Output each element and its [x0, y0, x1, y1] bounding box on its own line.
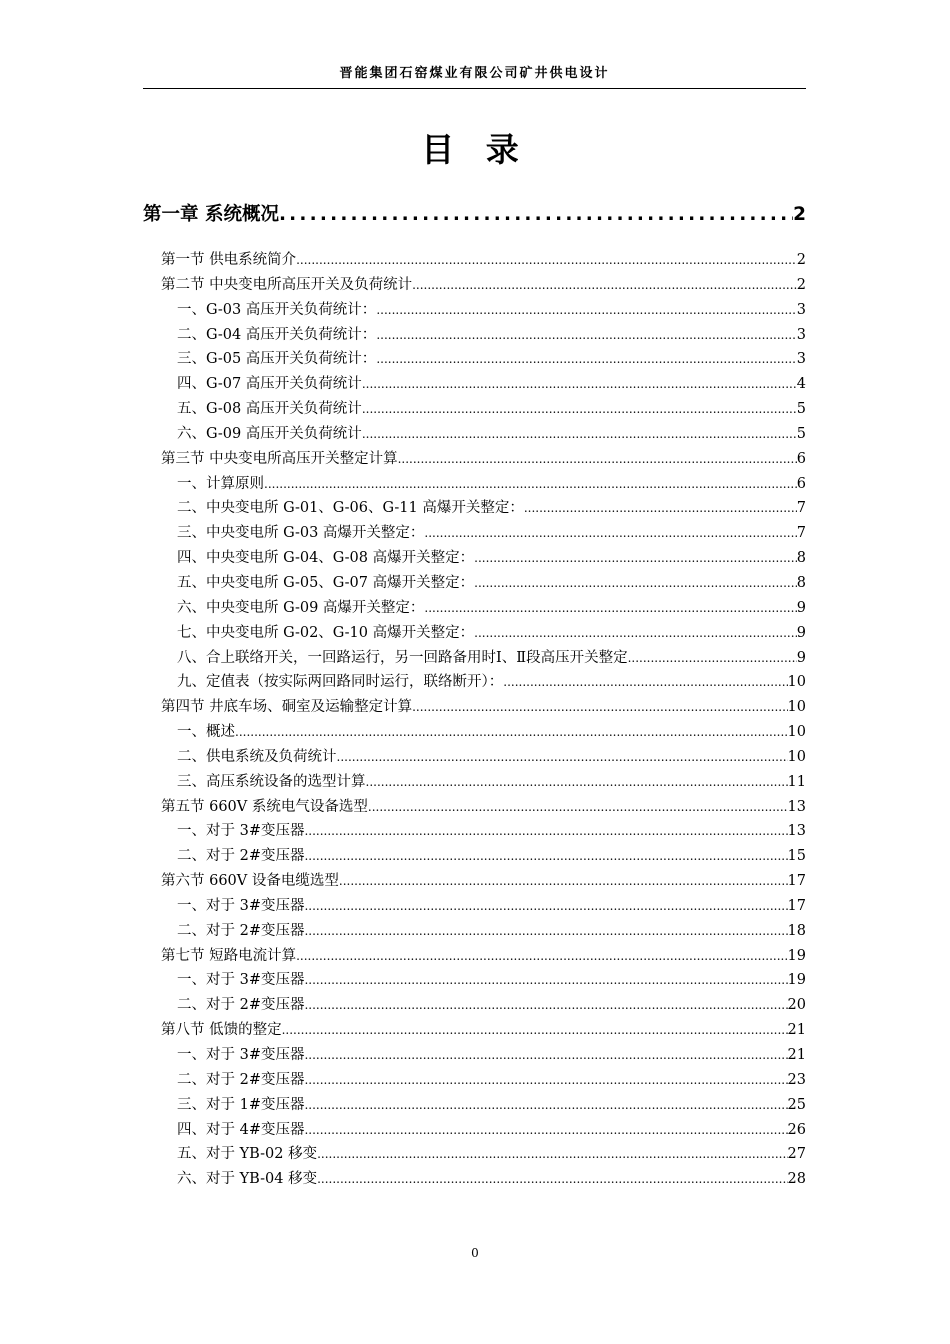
toc-entry-page-number: 7	[796, 500, 806, 517]
toc-leader-dots	[296, 253, 797, 267]
toc-leader-dots	[235, 725, 788, 739]
toc-subsection-entry[interactable]	[143, 720, 806, 745]
toc-entry-page-number: 9	[796, 649, 806, 666]
toc-subsection-entry[interactable]	[143, 372, 806, 397]
toc-entry-page-number: 2	[793, 204, 806, 225]
toc-subsection-entry[interactable]	[143, 646, 806, 671]
toc-entry-page-number: 2	[796, 252, 806, 268]
toc-subsection-entry[interactable]	[143, 1142, 806, 1167]
toc-entry-label: 三、对于 1#变压器	[177, 1096, 305, 1113]
toc-entry-page-number: 19	[787, 947, 806, 964]
toc-leader-dots	[474, 626, 797, 640]
toc-subsection-entry[interactable]	[143, 1118, 806, 1143]
toc-entry-label: 三、G-05 高压开关负荷统计：	[177, 351, 377, 368]
toc-entry-page-number: 10	[787, 748, 806, 765]
toc-entry-label: 五、中央变电所 G-05、G-07 高爆开关整定：	[177, 574, 475, 591]
toc-leader-dots	[304, 1098, 787, 1112]
toc-entry-page-number: 21	[787, 1022, 806, 1039]
toc-section-entry[interactable]	[143, 273, 806, 298]
toc-subsection-entry[interactable]	[143, 993, 806, 1018]
toc-leader-dots	[304, 1048, 787, 1062]
toc-chapter-entry[interactable]	[143, 200, 806, 236]
toc-leader-dots	[304, 1073, 787, 1087]
toc-leader-dots	[424, 601, 796, 615]
toc-entry-label: 四、G-07 高压开关负荷统计	[177, 376, 362, 393]
toc-entry-label: 第六节 660V 设备电缆选型	[161, 873, 339, 890]
toc-entry-page-number: 2	[796, 276, 806, 293]
toc-entry-page-number: 10	[787, 724, 806, 741]
toc-entry-label: 七、中央变电所 G-02、G-10 高爆开关整定：	[177, 624, 475, 641]
toc-entry-label: 三、中央变电所 G-03 高爆开关整定：	[177, 525, 425, 542]
toc-entry-label: 二、对于 2#变压器	[177, 848, 305, 865]
toc-entry-label: 一、G-03 高压开关负荷统计：	[177, 301, 377, 318]
toc-entry-page-number: 7	[796, 525, 806, 542]
toc-entry-label: 二、中央变电所 G-01、G-06、G-11 高爆开关整定：	[177, 500, 524, 517]
toc-leader-dots	[304, 998, 787, 1012]
toc-subsection-entry[interactable]	[143, 621, 806, 646]
toc-section-entry[interactable]	[143, 795, 806, 820]
toc-entry-label: 八、合上联络开关，一回路运行，另一回路备用时Ⅰ、Ⅱ段高压开关整定	[177, 649, 628, 666]
toc-subsection-entry[interactable]	[143, 496, 806, 521]
toc-leader-dots	[376, 328, 796, 342]
toc-subsection-entry[interactable]	[143, 472, 806, 497]
toc-entry-page-number: 19	[787, 972, 806, 989]
toc-subsection-entry[interactable]	[143, 844, 806, 869]
toc-entry-label: 二、G-04 高压开关负荷统计：	[177, 326, 377, 343]
toc-entry-page-number: 8	[796, 574, 806, 591]
table-of-contents	[143, 200, 806, 1192]
toc-entry-label: 九、定值表（按实际两回路同时运行，联络断开）：	[177, 674, 504, 691]
toc-entry-label: 五、G-08 高压开关负荷统计	[177, 401, 362, 418]
toc-subsection-entry[interactable]	[143, 546, 806, 571]
toc-leader-dots	[412, 700, 787, 714]
toc-entry-label: 第三节 中央变电所高压开关整定计算	[161, 450, 398, 467]
toc-leader-dots	[362, 427, 797, 441]
toc-leader-dots	[368, 800, 788, 814]
toc-leader-dots	[304, 924, 787, 938]
toc-entry-label: 五、对于 YB-02 移变	[177, 1146, 318, 1163]
toc-leader-dots	[304, 1123, 787, 1137]
toc-entry-label: 一、对于 3#变压器	[177, 897, 305, 914]
toc-leader-dots	[362, 377, 797, 391]
toc-entry-label: 六、G-09 高压开关负荷统计	[177, 425, 362, 442]
toc-entry-page-number: 17	[787, 897, 806, 914]
toc-leader-dots	[304, 973, 787, 987]
toc-entry-label: 二、对于 2#变压器	[177, 1071, 305, 1088]
toc-section-entry[interactable]	[143, 1018, 806, 1043]
toc-entry-page-number: 13	[787, 798, 806, 815]
toc-leader-dots	[304, 824, 787, 838]
toc-entry-label: 六、中央变电所 G-09 高爆开关整定：	[177, 599, 425, 616]
toc-entry-page-number: 13	[787, 823, 806, 840]
toc-entry-label: 第七节 短路电流计算	[161, 947, 297, 964]
page-header: 晋能集团石窑煤业有限公司矿井供电设计	[143, 64, 806, 89]
toc-entry-label: 第五节 660V 系统电气设备选型	[161, 798, 368, 815]
toc-entry-page-number: 18	[787, 922, 806, 939]
toc-entry-page-number: 8	[796, 550, 806, 567]
toc-entry-page-number: 20	[787, 997, 806, 1014]
toc-entry-label: 一、对于 3#变压器	[177, 1047, 305, 1063]
toc-entry-label: 二、供电系统及负荷统计	[177, 748, 337, 765]
toc-leader-dots	[376, 352, 796, 366]
toc-entry-page-number: 6	[796, 475, 806, 492]
toc-subsection-entry[interactable]	[143, 819, 806, 844]
toc-leader-dots	[337, 750, 788, 764]
toc-leader-dots	[376, 303, 796, 317]
toc-entry-page-number: 27	[787, 1146, 806, 1163]
page-title: 目 录	[421, 130, 529, 169]
toc-entry-label: 四、对于 4#变压器	[177, 1121, 305, 1138]
toc-entry-label: 三、高压系统设备的选型计算	[177, 773, 366, 790]
toc-entry-label: 第四节 井底车场、硐室及运输整定计算	[161, 699, 413, 716]
toc-section-entry[interactable]	[143, 695, 806, 720]
toc-entry-page-number: 15	[787, 848, 806, 865]
toc-subsection-entry[interactable]	[143, 894, 806, 919]
toc-subsection-entry[interactable]	[143, 571, 806, 596]
toc-leader-dots	[304, 849, 787, 863]
toc-entry-page-number: 5	[796, 425, 806, 442]
toc-subsection-entry[interactable]	[143, 422, 806, 447]
toc-entry-label: 第八节 低馈的整定	[161, 1022, 282, 1039]
toc-subsection-entry[interactable]	[143, 770, 806, 795]
toc-entry-page-number: 4	[796, 376, 806, 393]
toc-entry-page-number: 11	[787, 773, 806, 790]
toc-entry-page-number: 3	[796, 326, 806, 343]
toc-leader-dots	[362, 402, 797, 416]
toc-leader-dots	[296, 949, 787, 963]
toc-subsection-entry[interactable]	[143, 347, 806, 372]
toc-entry-label: 四、中央变电所 G-04、G-08 高爆开关整定：	[177, 550, 475, 567]
toc-leader-dots	[474, 576, 797, 590]
toc-subsection-entry[interactable]	[143, 1093, 806, 1118]
toc-subsection-entry[interactable]	[143, 596, 806, 621]
toc-entry-label: 一、计算原则	[177, 475, 264, 492]
toc-leader-dots	[304, 899, 787, 913]
page-number: 0	[471, 1246, 479, 1260]
toc-subsection-entry[interactable]	[143, 1043, 806, 1068]
toc-subsection-entry[interactable]	[143, 323, 806, 348]
toc-subsection-entry[interactable]	[143, 968, 806, 993]
toc-entry-page-number: 17	[787, 873, 806, 890]
toc-entry-page-number: 21	[787, 1047, 806, 1063]
toc-entry-page-number: 6	[796, 450, 806, 467]
toc-leader-dots	[503, 675, 787, 689]
toc-leader-dots	[279, 204, 793, 225]
toc-leader-dots	[398, 452, 797, 466]
toc-leader-dots	[474, 551, 797, 565]
toc-entry-page-number: 10	[787, 699, 806, 716]
toc-leader-dots	[628, 651, 797, 665]
toc-entry-page-number: 10	[787, 674, 806, 691]
toc-entry-page-number: 25	[787, 1096, 806, 1113]
toc-entry-label: 一、对于 3#变压器	[177, 972, 305, 989]
toc-entry-label: 一、概述	[177, 724, 235, 741]
toc-entry-label: 六、对于 YB-04 移变	[177, 1171, 318, 1188]
toc-leader-dots	[524, 501, 797, 515]
toc-leader-dots	[339, 874, 788, 888]
toc-subsection-entry[interactable]	[143, 397, 806, 422]
toc-subsection-entry[interactable]	[143, 1068, 806, 1093]
toc-subsection-entry[interactable]	[143, 745, 806, 770]
toc-leader-dots	[264, 477, 797, 491]
toc-entry-page-number: 9	[796, 624, 806, 641]
toc-entry-page-number: 3	[796, 351, 806, 368]
toc-section-entry[interactable]	[143, 447, 806, 472]
toc-entry-page-number: 5	[796, 401, 806, 418]
toc-entry-label: 第二节 中央变电所高压开关及负荷统计	[161, 276, 413, 293]
toc-entry-label: 二、对于 2#变压器	[177, 922, 305, 939]
toc-leader-dots	[317, 1147, 787, 1161]
toc-leader-dots	[366, 775, 788, 789]
toc-section-entry[interactable]	[143, 248, 806, 273]
toc-leader-dots	[412, 278, 797, 292]
toc-subsection-entry[interactable]	[143, 298, 806, 323]
toc-subsection-entry[interactable]	[143, 670, 806, 695]
toc-leader-dots	[424, 526, 796, 540]
toc-leader-dots	[282, 1023, 788, 1037]
toc-subsection-entry[interactable]	[143, 1167, 806, 1192]
toc-section-entry[interactable]	[143, 944, 806, 969]
toc-entry-label: 第一章 系统概况	[143, 204, 279, 225]
toc-entry-page-number: 9	[796, 599, 806, 616]
toc-entry-page-number: 23	[787, 1071, 806, 1088]
toc-entry-page-number: 28	[787, 1171, 806, 1188]
toc-entry-page-number: 3	[796, 301, 806, 318]
toc-entry-page-number: 26	[787, 1121, 806, 1138]
toc-entry-label: 第一节 供电系统简介	[161, 252, 297, 268]
toc-entry-label: 二、对于 2#变压器	[177, 997, 305, 1014]
toc-section-entry[interactable]	[143, 869, 806, 894]
toc-entry-label: 一、对于 3#变压器	[177, 823, 305, 840]
toc-leader-dots	[317, 1172, 787, 1186]
toc-subsection-entry[interactable]	[143, 919, 806, 944]
toc-subsection-entry[interactable]	[143, 521, 806, 546]
